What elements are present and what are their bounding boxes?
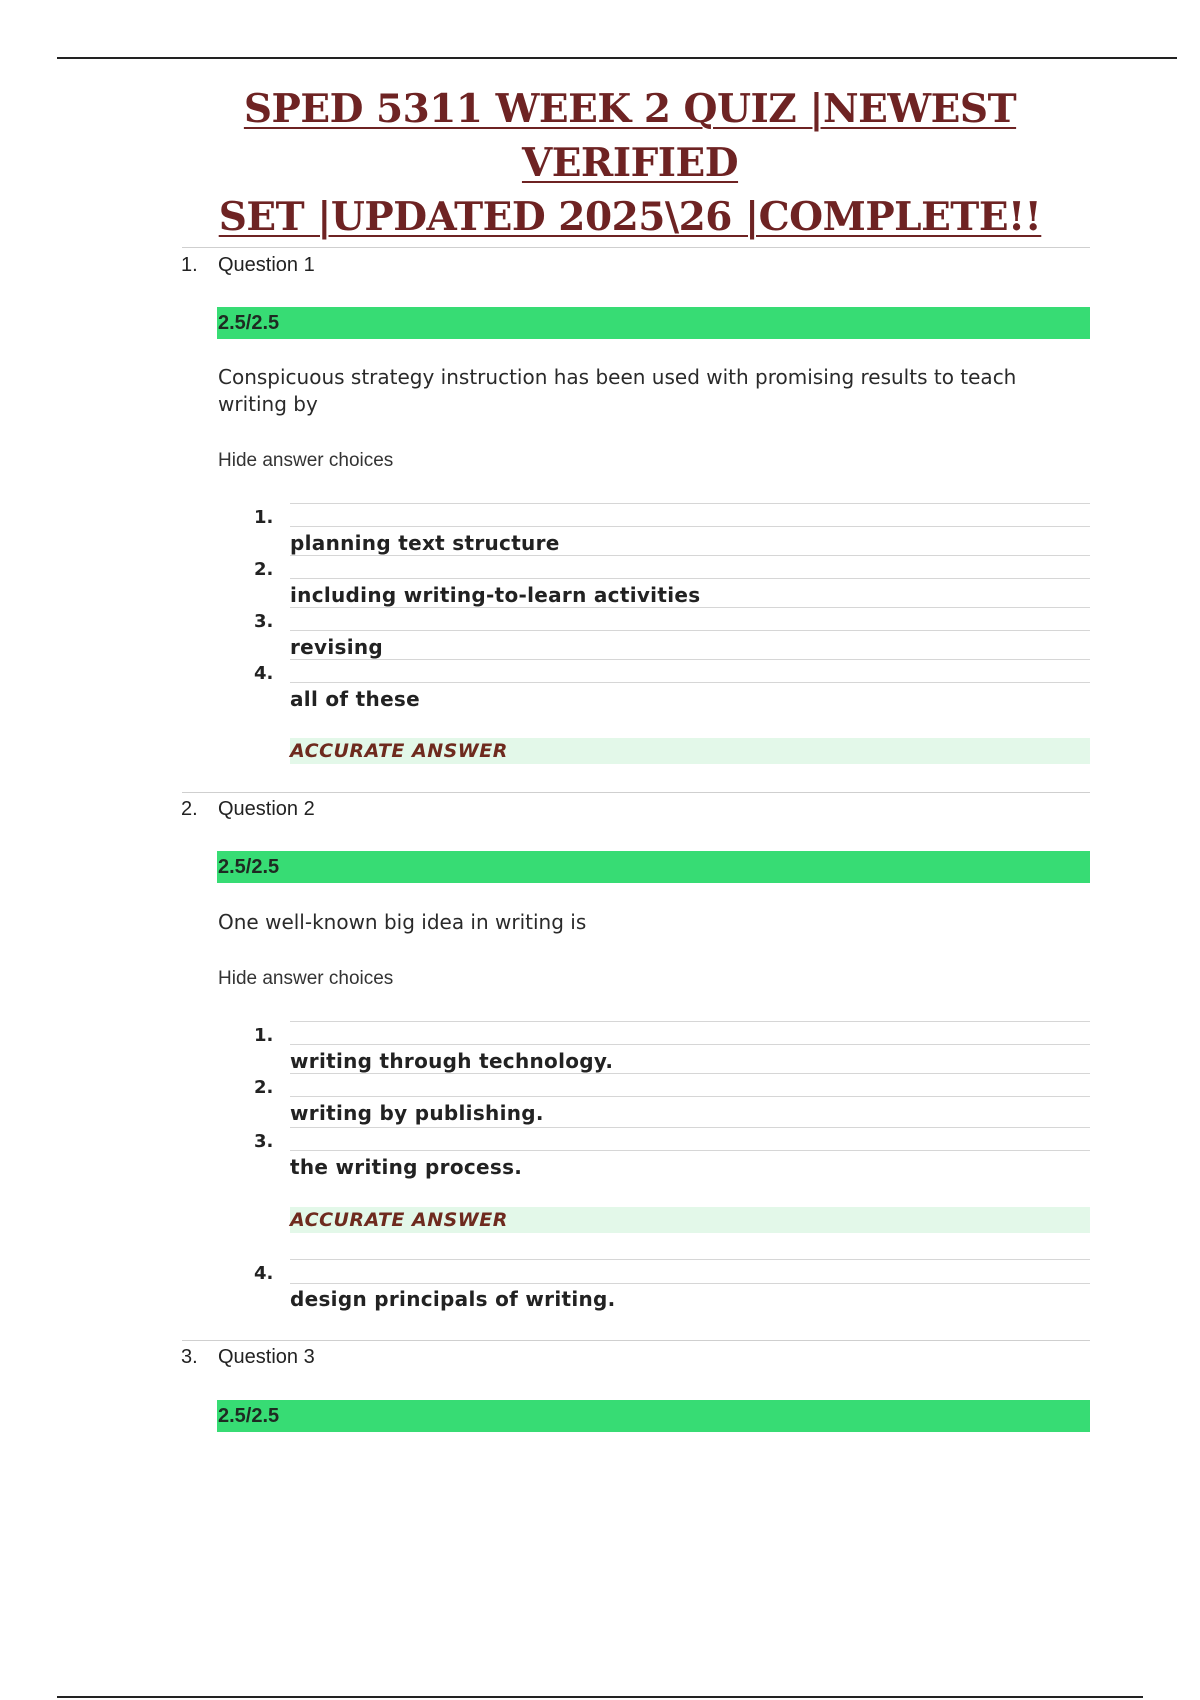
choice-divider [290, 578, 1090, 579]
question-text: One well-known big idea in writing is [218, 910, 587, 934]
choice-number: 4. [254, 1263, 274, 1284]
accurate-answer-badge: ACCURATE ANSWER [290, 738, 1090, 764]
choice-text[interactable]: the writing process. [290, 1155, 523, 1179]
choice-number: 3. [254, 611, 274, 632]
choice-number: 2. [254, 1077, 274, 1098]
choice-divider [290, 682, 1090, 683]
choice-text[interactable]: design principals of writing. [290, 1287, 616, 1311]
choice-divider [290, 630, 1090, 631]
choice-divider [290, 1021, 1090, 1022]
hide-answer-choices-link[interactable]: Hide answer choices [218, 968, 394, 989]
choice-text[interactable]: writing by publishing. [290, 1101, 544, 1125]
accurate-answer-badge: ACCURATE ANSWER [290, 1207, 1090, 1233]
top-rule [57, 57, 1177, 59]
choice-text[interactable]: writing through technology. [290, 1049, 614, 1073]
choice-divider [290, 659, 1090, 660]
choice-text[interactable]: including writing-to-learn activities [290, 583, 701, 607]
choice-number: 4. [254, 663, 274, 684]
title-line-2: SET |UPDATED 2025\26 |COMPLETE!! [218, 194, 1042, 240]
choice-divider [290, 1259, 1090, 1260]
choice-divider [290, 1150, 1090, 1151]
score-bar: 2.5/2.5 [217, 1400, 1090, 1432]
choice-number: 1. [254, 507, 274, 528]
choice-divider [290, 526, 1090, 527]
choice-number: 3. [254, 1131, 274, 1152]
choice-text[interactable]: planning text structure [290, 531, 560, 555]
bottom-rule [57, 1696, 1143, 1698]
title-line-1: SPED 5311 WEEK 2 QUIZ |NEWEST VERIFIED [243, 86, 1017, 186]
question-divider [182, 792, 1090, 793]
choice-divider [290, 1283, 1090, 1284]
choice-divider [290, 1044, 1090, 1045]
question-number: 2. [181, 798, 198, 820]
choice-divider [290, 1127, 1090, 1128]
choice-number: 1. [254, 1025, 274, 1046]
question-label: Question 1 [218, 254, 315, 276]
choice-divider [290, 503, 1090, 504]
choice-text[interactable]: revising [290, 635, 384, 659]
choice-divider [290, 555, 1090, 556]
choice-number: 2. [254, 559, 274, 580]
score-bar: 2.5/2.5 [217, 851, 1090, 883]
question-divider [182, 247, 1090, 248]
question-label: Question 2 [218, 798, 315, 820]
hide-answer-choices-link[interactable]: Hide answer choices [218, 450, 394, 471]
choice-divider [290, 1096, 1090, 1097]
question-text: Conspicuous strategy instruction has been used with promising results to teach writing by [218, 365, 1017, 416]
choice-divider [290, 607, 1090, 608]
question-label: Question 3 [218, 1346, 315, 1368]
question-number: 1. [181, 254, 198, 276]
score-bar: 2.5/2.5 [217, 307, 1090, 339]
question-divider [182, 1340, 1090, 1341]
choice-divider [290, 1073, 1090, 1074]
document-title [140, 82, 1120, 244]
question-number: 3. [181, 1346, 198, 1368]
choice-text[interactable]: all of these [290, 687, 421, 711]
